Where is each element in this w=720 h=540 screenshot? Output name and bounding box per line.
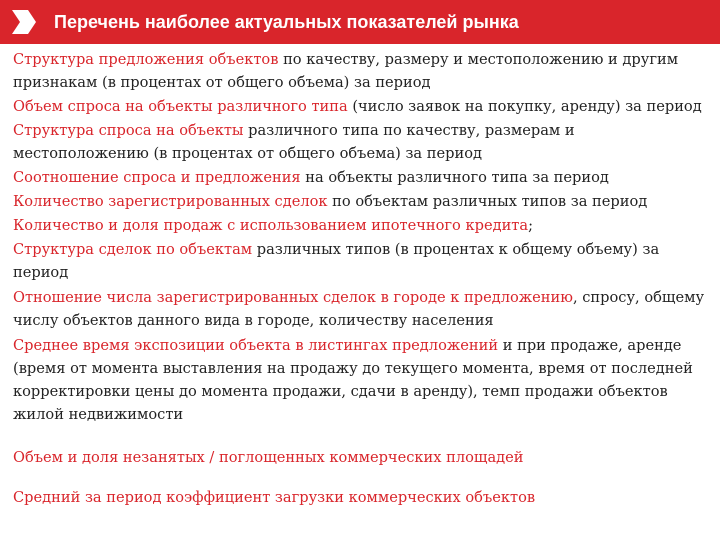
item-text: (число заявок на покупку, аренду) за период	[347, 98, 702, 115]
item-highlight: Структура спроса на объекты	[13, 122, 244, 139]
list-item	[13, 214, 713, 237]
chevron-right-icon	[8, 8, 40, 36]
page-title: Перечень наиболее актуальных показателей рынка	[54, 12, 519, 32]
item-text: по объектам различных типов за период	[327, 193, 648, 210]
item-highlight: Объем спроса на объекты различного типа	[13, 98, 348, 115]
list-item	[13, 286, 713, 332]
item-text: различного типа по качеству, размерам и местоположению (в процентах от общего объема) за период	[13, 122, 575, 162]
item-highlight: Объем и доля незанятых / поглощенных коммерческих площадей	[13, 449, 524, 466]
item-highlight: Количество зарегистрированных сделок	[13, 193, 328, 210]
list-item	[13, 334, 713, 426]
list-item	[13, 238, 713, 284]
header-bar	[0, 0, 720, 44]
item-text: различных типов (в процентах к общему объему) за период	[13, 241, 660, 281]
item-text: и при продаже, аренде (время от момента выставления на продажу до текущего момента, время от последней корректировки цены до момента продажи, сдачи в аренду), темп продажи объектов жилой недвижимости	[13, 337, 693, 423]
list-item	[13, 486, 713, 509]
item-text: ;	[528, 217, 533, 234]
item-highlight: Отношение числа зарегистрированных сделок в городе к предложению	[13, 289, 573, 306]
list-item	[13, 446, 713, 469]
list-item	[13, 190, 713, 213]
item-highlight: Средний за период коэффициент загрузки коммерческих объектов	[13, 489, 536, 506]
indicator-list	[13, 48, 713, 509]
list-item	[13, 95, 713, 118]
item-highlight: Количество и доля продаж с использованием ипотечного кредита	[13, 217, 529, 234]
item-text: на объекты различного типа за период	[300, 169, 609, 186]
item-highlight: Структура предложения объектов	[13, 51, 279, 68]
item-highlight: Структура сделок по объектам	[13, 241, 253, 258]
item-highlight: Среднее время экспозиции объекта в листингах предложений	[13, 337, 499, 354]
list-item	[13, 119, 713, 165]
item-text: по качеству, размеру и местоположению и другим признакам (в процентах от общего объема) за период	[13, 51, 679, 91]
item-text: , спросу, общему числу объектов данного вида в городе, количеству населения	[13, 289, 705, 329]
list-item	[13, 166, 713, 189]
item-highlight: Соотношение спроса и предложения	[13, 169, 301, 186]
list-item	[13, 48, 713, 94]
